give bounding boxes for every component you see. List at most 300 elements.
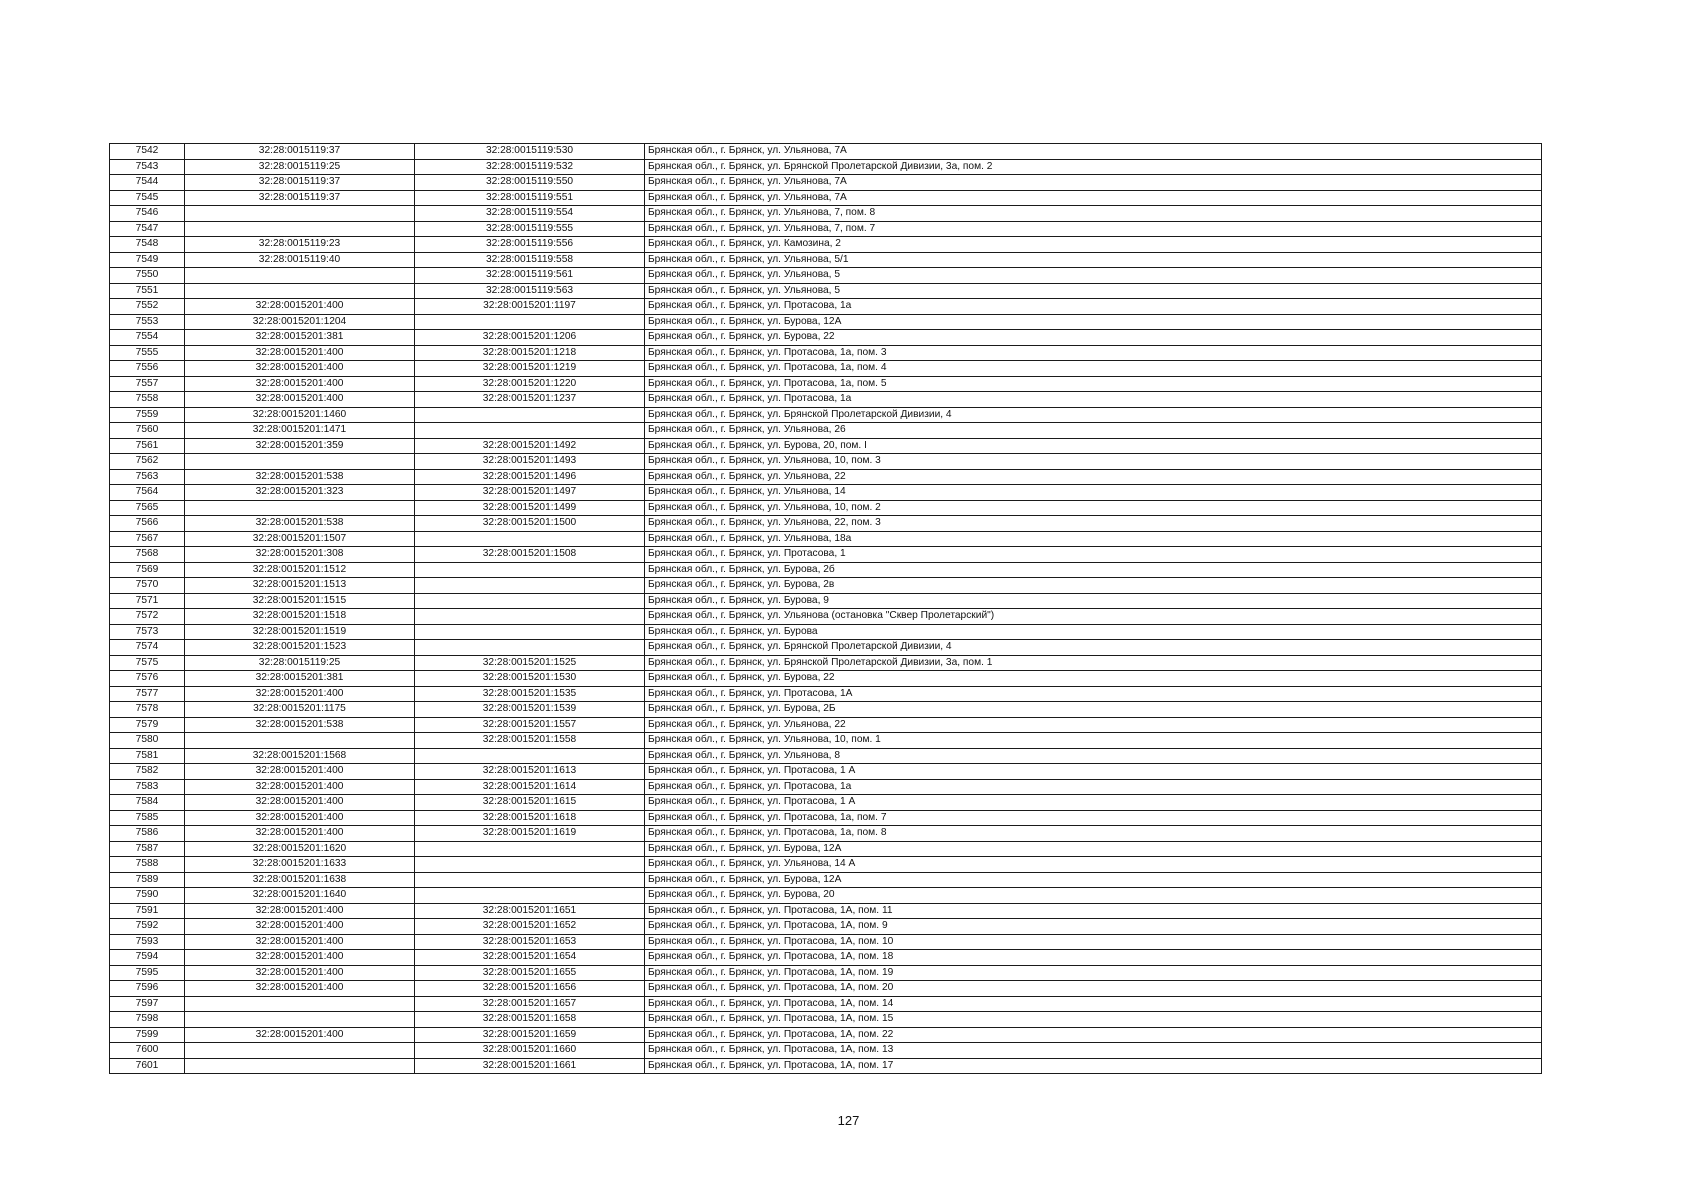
- address-cell: Брянская обл., г. Брянск, ул. Ульянова, 5: [645, 268, 1542, 284]
- registry-table-body: [110, 144, 1542, 1074]
- table-row: [110, 268, 1542, 284]
- object-cadastral-number-cell: 32:28:0015201:1492: [415, 438, 645, 454]
- object-cadastral-number-cell: [415, 748, 645, 764]
- object-cadastral-number-cell: [415, 640, 645, 656]
- table-row: [110, 159, 1542, 175]
- object-cadastral-number-cell: 32:28:0015119:556: [415, 237, 645, 253]
- table-row: [110, 1027, 1542, 1043]
- object-cadastral-number-cell: 32:28:0015201:1652: [415, 919, 645, 935]
- row-number-cell: 7552: [110, 299, 185, 315]
- row-number-cell: 7558: [110, 392, 185, 408]
- address-cell: Брянская обл., г. Брянск, ул. Протасова, 1А, пом. 18: [645, 950, 1542, 966]
- parcel-cadastral-number-cell: 32:28:0015201:381: [185, 671, 415, 687]
- address-cell: Брянская обл., г. Брянск, ул. Бурова, 9: [645, 593, 1542, 609]
- table-row: [110, 314, 1542, 330]
- parcel-cadastral-number-cell: 32:28:0015119:37: [185, 175, 415, 191]
- table-row: [110, 748, 1542, 764]
- table-row: [110, 144, 1542, 160]
- table-row: [110, 857, 1542, 873]
- parcel-cadastral-number-cell: 32:28:0015201:1175: [185, 702, 415, 718]
- object-cadastral-number-cell: [415, 562, 645, 578]
- object-cadastral-number-cell: 32:28:0015201:1206: [415, 330, 645, 346]
- parcel-cadastral-number-cell: 32:28:0015201:400: [185, 1027, 415, 1043]
- row-number-cell: 7599: [110, 1027, 185, 1043]
- parcel-cadastral-number-cell: 32:28:0015201:359: [185, 438, 415, 454]
- object-cadastral-number-cell: [415, 857, 645, 873]
- object-cadastral-number-cell: 32:28:0015201:1539: [415, 702, 645, 718]
- object-cadastral-number-cell: 32:28:0015201:1508: [415, 547, 645, 563]
- object-cadastral-number-cell: 32:28:0015201:1237: [415, 392, 645, 408]
- parcel-cadastral-number-cell: 32:28:0015201:538: [185, 717, 415, 733]
- parcel-cadastral-number-cell: 32:28:0015119:37: [185, 144, 415, 160]
- object-cadastral-number-cell: 32:28:0015201:1197: [415, 299, 645, 315]
- table-row: [110, 779, 1542, 795]
- object-cadastral-number-cell: [415, 872, 645, 888]
- row-number-cell: 7594: [110, 950, 185, 966]
- address-cell: Брянская обл., г. Брянск, ул. Ульянова, 22: [645, 717, 1542, 733]
- table-row: [110, 330, 1542, 346]
- object-cadastral-number-cell: 32:28:0015201:1661: [415, 1058, 645, 1074]
- row-number-cell: 7546: [110, 206, 185, 222]
- row-number-cell: 7548: [110, 237, 185, 253]
- parcel-cadastral-number-cell: [185, 283, 415, 299]
- parcel-cadastral-number-cell: 32:28:0015201:1460: [185, 407, 415, 423]
- table-row: [110, 252, 1542, 268]
- table-row: [110, 237, 1542, 253]
- address-cell: Брянская обл., г. Брянск, ул. Ульянова, 14: [645, 485, 1542, 501]
- object-cadastral-number-cell: [415, 624, 645, 640]
- address-cell: Брянская обл., г. Брянск, ул. Протасова, 1 А: [645, 764, 1542, 780]
- row-number-cell: 7567: [110, 531, 185, 547]
- address-cell: Брянская обл., г. Брянск, ул. Ульянова, 5: [645, 283, 1542, 299]
- row-number-cell: 7576: [110, 671, 185, 687]
- row-number-cell: 7562: [110, 454, 185, 470]
- address-cell: Брянская обл., г. Брянск, ул. Протасова, 1А, пом. 13: [645, 1043, 1542, 1059]
- table-row: [110, 392, 1542, 408]
- address-cell: Брянская обл., г. Брянск, ул. Протасова, 1 А: [645, 795, 1542, 811]
- row-number-cell: 7577: [110, 686, 185, 702]
- table-row: [110, 810, 1542, 826]
- row-number-cell: 7550: [110, 268, 185, 284]
- parcel-cadastral-number-cell: 32:28:0015201:400: [185, 795, 415, 811]
- address-cell: Брянская обл., г. Брянск, ул. Ульянова, 10, пом. 3: [645, 454, 1542, 470]
- table-row: [110, 190, 1542, 206]
- parcel-cadastral-number-cell: 32:28:0015201:1507: [185, 531, 415, 547]
- table-row: [110, 1043, 1542, 1059]
- address-cell: Брянская обл., г. Брянск, ул. Протасова, 1А: [645, 686, 1542, 702]
- parcel-cadastral-number-cell: 32:28:0015201:1471: [185, 423, 415, 439]
- row-number-cell: 7580: [110, 733, 185, 749]
- address-cell: Брянская обл., г. Брянск, ул. Протасова, 1А, пом. 20: [645, 981, 1542, 997]
- parcel-cadastral-number-cell: 32:28:0015201:400: [185, 934, 415, 950]
- parcel-cadastral-number-cell: 32:28:0015119:25: [185, 655, 415, 671]
- row-number-cell: 7570: [110, 578, 185, 594]
- object-cadastral-number-cell: 32:28:0015201:1497: [415, 485, 645, 501]
- row-number-cell: 7588: [110, 857, 185, 873]
- table-row: [110, 624, 1542, 640]
- row-number-cell: 7589: [110, 872, 185, 888]
- row-number-cell: 7592: [110, 919, 185, 935]
- object-cadastral-number-cell: 32:28:0015201:1656: [415, 981, 645, 997]
- row-number-cell: 7556: [110, 361, 185, 377]
- address-cell: Брянская обл., г. Брянск, ул. Ульянова, 7, пом. 8: [645, 206, 1542, 222]
- table-row: [110, 407, 1542, 423]
- row-number-cell: 7585: [110, 810, 185, 826]
- table-row: [110, 671, 1542, 687]
- object-cadastral-number-cell: 32:28:0015201:1525: [415, 655, 645, 671]
- row-number-cell: 7554: [110, 330, 185, 346]
- object-cadastral-number-cell: 32:28:0015201:1654: [415, 950, 645, 966]
- address-cell: Брянская обл., г. Брянск, ул. Ульянова, 18а: [645, 531, 1542, 547]
- row-number-cell: 7584: [110, 795, 185, 811]
- address-cell: Брянская обл., г. Брянск, ул. Протасова, 1А, пом. 22: [645, 1027, 1542, 1043]
- parcel-cadastral-number-cell: 32:28:0015119:40: [185, 252, 415, 268]
- object-cadastral-number-cell: [415, 531, 645, 547]
- parcel-cadastral-number-cell: 32:28:0015201:400: [185, 810, 415, 826]
- row-number-cell: 7597: [110, 996, 185, 1012]
- parcel-cadastral-number-cell: [185, 454, 415, 470]
- parcel-cadastral-number-cell: 32:28:0015119:23: [185, 237, 415, 253]
- address-cell: Брянская обл., г. Брянск, ул. Протасова, 1а, пом. 4: [645, 361, 1542, 377]
- parcel-cadastral-number-cell: 32:28:0015201:400: [185, 299, 415, 315]
- object-cadastral-number-cell: 32:28:0015201:1660: [415, 1043, 645, 1059]
- parcel-cadastral-number-cell: [185, 221, 415, 237]
- row-number-cell: 7575: [110, 655, 185, 671]
- row-number-cell: 7586: [110, 826, 185, 842]
- address-cell: Брянская обл., г. Брянск, ул. Бурова, 12А: [645, 314, 1542, 330]
- parcel-cadastral-number-cell: 32:28:0015201:400: [185, 361, 415, 377]
- address-cell: Брянская обл., г. Брянск, ул. Бурова, 20, пом. I: [645, 438, 1542, 454]
- table-row: [110, 438, 1542, 454]
- object-cadastral-number-cell: [415, 314, 645, 330]
- object-cadastral-number-cell: 32:28:0015119:555: [415, 221, 645, 237]
- row-number-cell: 7553: [110, 314, 185, 330]
- parcel-cadastral-number-cell: [185, 733, 415, 749]
- table-row: [110, 299, 1542, 315]
- parcel-cadastral-number-cell: 32:28:0015119:37: [185, 190, 415, 206]
- table-row: [110, 485, 1542, 501]
- registry-table: [109, 143, 1542, 1074]
- row-number-cell: 7591: [110, 903, 185, 919]
- parcel-cadastral-number-cell: [185, 206, 415, 222]
- address-cell: Брянская обл., г. Брянск, ул. Ульянова, 7, пом. 7: [645, 221, 1542, 237]
- row-number-cell: 7587: [110, 841, 185, 857]
- row-number-cell: 7566: [110, 516, 185, 532]
- object-cadastral-number-cell: 32:28:0015201:1615: [415, 795, 645, 811]
- object-cadastral-number-cell: 32:28:0015201:1658: [415, 1012, 645, 1028]
- parcel-cadastral-number-cell: [185, 1012, 415, 1028]
- object-cadastral-number-cell: 32:28:0015119:551: [415, 190, 645, 206]
- parcel-cadastral-number-cell: 32:28:0015201:400: [185, 764, 415, 780]
- row-number-cell: 7549: [110, 252, 185, 268]
- parcel-cadastral-number-cell: 32:28:0015201:1515: [185, 593, 415, 609]
- parcel-cadastral-number-cell: 32:28:0015201:1513: [185, 578, 415, 594]
- object-cadastral-number-cell: 32:28:0015201:1535: [415, 686, 645, 702]
- table-row: [110, 345, 1542, 361]
- address-cell: Брянская обл., г. Брянск, ул. Протасова, 1А, пом. 14: [645, 996, 1542, 1012]
- address-cell: Брянская обл., г. Брянск, ул. Протасова, 1А, пом. 17: [645, 1058, 1542, 1074]
- object-cadastral-number-cell: 32:28:0015201:1500: [415, 516, 645, 532]
- row-number-cell: 7596: [110, 981, 185, 997]
- parcel-cadastral-number-cell: 32:28:0015201:400: [185, 965, 415, 981]
- row-number-cell: 7571: [110, 593, 185, 609]
- table-row: [110, 609, 1542, 625]
- address-cell: Брянская обл., г. Брянск, ул. Протасова, 1а: [645, 392, 1542, 408]
- address-cell: Брянская обл., г. Брянск, ул. Протасова, 1А, пом. 19: [645, 965, 1542, 981]
- address-cell: Брянская обл., г. Брянск, ул. Брянской Пролетарской Дивизии, 4: [645, 640, 1542, 656]
- address-cell: Брянская обл., г. Брянск, ул. Камозина, 2: [645, 237, 1542, 253]
- parcel-cadastral-number-cell: 32:28:0015201:1633: [185, 857, 415, 873]
- table-row: [110, 717, 1542, 733]
- address-cell: Брянская обл., г. Брянск, ул. Протасова, 1: [645, 547, 1542, 563]
- object-cadastral-number-cell: 32:28:0015201:1653: [415, 934, 645, 950]
- object-cadastral-number-cell: 32:28:0015201:1218: [415, 345, 645, 361]
- address-cell: Брянская обл., г. Брянск, ул. Ульянова, 8: [645, 748, 1542, 764]
- table-row: [110, 206, 1542, 222]
- address-cell: Брянская обл., г. Брянск, ул. Протасова, 1а, пом. 3: [645, 345, 1542, 361]
- parcel-cadastral-number-cell: 32:28:0015201:400: [185, 950, 415, 966]
- row-number-cell: 7590: [110, 888, 185, 904]
- table-row: [110, 361, 1542, 377]
- parcel-cadastral-number-cell: 32:28:0015201:1523: [185, 640, 415, 656]
- row-number-cell: 7563: [110, 469, 185, 485]
- address-cell: Брянская обл., г. Брянск, ул. Ульянова, 10, пом. 2: [645, 500, 1542, 516]
- row-number-cell: 7565: [110, 500, 185, 516]
- object-cadastral-number-cell: 32:28:0015119:558: [415, 252, 645, 268]
- table-row: [110, 469, 1542, 485]
- parcel-cadastral-number-cell: 32:28:0015201:400: [185, 686, 415, 702]
- object-cadastral-number-cell: 32:28:0015119:550: [415, 175, 645, 191]
- parcel-cadastral-number-cell: 32:28:0015201:381: [185, 330, 415, 346]
- table-row: [110, 702, 1542, 718]
- address-cell: Брянская обл., г. Брянск, ул. Протасова, 1а, пом. 5: [645, 376, 1542, 392]
- parcel-cadastral-number-cell: 32:28:0015201:1512: [185, 562, 415, 578]
- table-row: [110, 934, 1542, 950]
- table-row: [110, 221, 1542, 237]
- table-row: [110, 950, 1542, 966]
- table-row: [110, 841, 1542, 857]
- address-cell: Брянская обл., г. Брянск, ул. Протасова, 1А, пом. 11: [645, 903, 1542, 919]
- row-number-cell: 7547: [110, 221, 185, 237]
- row-number-cell: 7551: [110, 283, 185, 299]
- parcel-cadastral-number-cell: 32:28:0015201:400: [185, 376, 415, 392]
- row-number-cell: 7544: [110, 175, 185, 191]
- parcel-cadastral-number-cell: 32:28:0015201:400: [185, 392, 415, 408]
- object-cadastral-number-cell: 32:28:0015119:554: [415, 206, 645, 222]
- row-number-cell: 7545: [110, 190, 185, 206]
- row-number-cell: 7579: [110, 717, 185, 733]
- parcel-cadastral-number-cell: 32:28:0015201:400: [185, 919, 415, 935]
- row-number-cell: 7555: [110, 345, 185, 361]
- table-row: [110, 562, 1542, 578]
- address-cell: Брянская обл., г. Брянск, ул. Бурова, 22: [645, 671, 1542, 687]
- address-cell: Брянская обл., г. Брянск, ул. Бурова, 2б: [645, 562, 1542, 578]
- object-cadastral-number-cell: 32:28:0015119:532: [415, 159, 645, 175]
- object-cadastral-number-cell: 32:28:0015201:1557: [415, 717, 645, 733]
- address-cell: Брянская обл., г. Брянск, ул. Протасова, 1а, пом. 8: [645, 826, 1542, 842]
- table-row: [110, 981, 1542, 997]
- object-cadastral-number-cell: 32:28:0015201:1659: [415, 1027, 645, 1043]
- page-number: 127: [837, 1113, 860, 1128]
- parcel-cadastral-number-cell: 32:28:0015201:538: [185, 469, 415, 485]
- parcel-cadastral-number-cell: 32:28:0015201:400: [185, 345, 415, 361]
- parcel-cadastral-number-cell: 32:28:0015201:1640: [185, 888, 415, 904]
- table-row: [110, 795, 1542, 811]
- row-number-cell: 7578: [110, 702, 185, 718]
- table-row: [110, 454, 1542, 470]
- parcel-cadastral-number-cell: [185, 500, 415, 516]
- parcel-cadastral-number-cell: 32:28:0015201:400: [185, 981, 415, 997]
- table-row: [110, 1058, 1542, 1074]
- table-row: [110, 655, 1542, 671]
- object-cadastral-number-cell: 32:28:0015201:1496: [415, 469, 645, 485]
- row-number-cell: 7561: [110, 438, 185, 454]
- object-cadastral-number-cell: 32:28:0015201:1619: [415, 826, 645, 842]
- object-cadastral-number-cell: 32:28:0015201:1655: [415, 965, 645, 981]
- table-row: [110, 175, 1542, 191]
- parcel-cadastral-number-cell: 32:28:0015119:25: [185, 159, 415, 175]
- address-cell: Брянская обл., г. Брянск, ул. Ульянова, 7А: [645, 175, 1542, 191]
- row-number-cell: 7598: [110, 1012, 185, 1028]
- address-cell: Брянская обл., г. Брянск, ул. Ульянова (остановка "Сквер Пролетарский"): [645, 609, 1542, 625]
- parcel-cadastral-number-cell: 32:28:0015201:1620: [185, 841, 415, 857]
- object-cadastral-number-cell: 32:28:0015201:1530: [415, 671, 645, 687]
- address-cell: Брянская обл., г. Брянск, ул. Бурова, 22: [645, 330, 1542, 346]
- table-row: [110, 919, 1542, 935]
- table-row: [110, 376, 1542, 392]
- address-cell: Брянская обл., г. Брянск, ул. Протасова, 1а, пом. 7: [645, 810, 1542, 826]
- table-row: [110, 500, 1542, 516]
- parcel-cadastral-number-cell: 32:28:0015201:1638: [185, 872, 415, 888]
- row-number-cell: 7593: [110, 934, 185, 950]
- object-cadastral-number-cell: [415, 423, 645, 439]
- row-number-cell: 7583: [110, 779, 185, 795]
- row-number-cell: 7559: [110, 407, 185, 423]
- object-cadastral-number-cell: 32:28:0015201:1558: [415, 733, 645, 749]
- object-cadastral-number-cell: [415, 841, 645, 857]
- row-number-cell: 7582: [110, 764, 185, 780]
- address-cell: Брянская обл., г. Брянск, ул. Бурова, 2Б: [645, 702, 1542, 718]
- object-cadastral-number-cell: 32:28:0015201:1493: [415, 454, 645, 470]
- table-row: [110, 531, 1542, 547]
- address-cell: Брянская обл., г. Брянск, ул. Протасова, 1А, пом. 15: [645, 1012, 1542, 1028]
- object-cadastral-number-cell: 32:28:0015201:1614: [415, 779, 645, 795]
- address-cell: Брянская обл., г. Брянск, ул. Брянской Пролетарской Дивизии, 3а, пом. 1: [645, 655, 1542, 671]
- object-cadastral-number-cell: 32:28:0015201:1219: [415, 361, 645, 377]
- address-cell: Брянская обл., г. Брянск, ул. Бурова: [645, 624, 1542, 640]
- table-row: [110, 547, 1542, 563]
- row-number-cell: 7573: [110, 624, 185, 640]
- row-number-cell: 7569: [110, 562, 185, 578]
- row-number-cell: 7564: [110, 485, 185, 501]
- address-cell: Брянская обл., г. Брянск, ул. Ульянова, 22, пом. 3: [645, 516, 1542, 532]
- table-row: [110, 888, 1542, 904]
- object-cadastral-number-cell: [415, 888, 645, 904]
- parcel-cadastral-number-cell: 32:28:0015201:323: [185, 485, 415, 501]
- table-row: [110, 578, 1542, 594]
- address-cell: Брянская обл., г. Брянск, ул. Протасова, 1а: [645, 299, 1542, 315]
- parcel-cadastral-number-cell: 32:28:0015201:400: [185, 779, 415, 795]
- parcel-cadastral-number-cell: 32:28:0015201:308: [185, 547, 415, 563]
- object-cadastral-number-cell: 32:28:0015201:1657: [415, 996, 645, 1012]
- row-number-cell: 7557: [110, 376, 185, 392]
- object-cadastral-number-cell: 32:28:0015201:1499: [415, 500, 645, 516]
- parcel-cadastral-number-cell: 32:28:0015201:1518: [185, 609, 415, 625]
- address-cell: Брянская обл., г. Брянск, ул. Протасова, 1а: [645, 779, 1542, 795]
- table-row: [110, 423, 1542, 439]
- object-cadastral-number-cell: 32:28:0015119:561: [415, 268, 645, 284]
- address-cell: Брянская обл., г. Брянск, ул. Брянской Пролетарской Дивизии, 4: [645, 407, 1542, 423]
- table-row: [110, 996, 1542, 1012]
- parcel-cadastral-number-cell: 32:28:0015201:400: [185, 903, 415, 919]
- parcel-cadastral-number-cell: [185, 996, 415, 1012]
- table-row: [110, 903, 1542, 919]
- row-number-cell: 7600: [110, 1043, 185, 1059]
- table-row: [110, 764, 1542, 780]
- row-number-cell: 7601: [110, 1058, 185, 1074]
- parcel-cadastral-number-cell: [185, 1058, 415, 1074]
- row-number-cell: 7542: [110, 144, 185, 160]
- table-row: [110, 516, 1542, 532]
- parcel-cadastral-number-cell: 32:28:0015201:1204: [185, 314, 415, 330]
- address-cell: Брянская обл., г. Брянск, ул. Бурова, 12А: [645, 841, 1542, 857]
- parcel-cadastral-number-cell: [185, 1043, 415, 1059]
- table-row: [110, 1012, 1542, 1028]
- table-row: [110, 686, 1542, 702]
- row-number-cell: 7574: [110, 640, 185, 656]
- address-cell: Брянская обл., г. Брянск, ул. Протасова, 1А, пом. 9: [645, 919, 1542, 935]
- object-cadastral-number-cell: [415, 609, 645, 625]
- object-cadastral-number-cell: [415, 578, 645, 594]
- row-number-cell: 7581: [110, 748, 185, 764]
- address-cell: Брянская обл., г. Брянск, ул. Ульянова, 22: [645, 469, 1542, 485]
- table-row: [110, 593, 1542, 609]
- table-row: [110, 965, 1542, 981]
- table-row: [110, 826, 1542, 842]
- row-number-cell: 7568: [110, 547, 185, 563]
- table-row: [110, 733, 1542, 749]
- object-cadastral-number-cell: 32:28:0015201:1220: [415, 376, 645, 392]
- object-cadastral-number-cell: 32:28:0015201:1613: [415, 764, 645, 780]
- parcel-cadastral-number-cell: 32:28:0015201:400: [185, 826, 415, 842]
- table-row: [110, 872, 1542, 888]
- object-cadastral-number-cell: [415, 593, 645, 609]
- object-cadastral-number-cell: 32:28:0015119:530: [415, 144, 645, 160]
- table-row: [110, 640, 1542, 656]
- object-cadastral-number-cell: 32:28:0015119:563: [415, 283, 645, 299]
- address-cell: Брянская обл., г. Брянск, ул. Бурова, 12А: [645, 872, 1542, 888]
- row-number-cell: 7560: [110, 423, 185, 439]
- address-cell: Брянская обл., г. Брянск, ул. Ульянова, 7А: [645, 144, 1542, 160]
- address-cell: Брянская обл., г. Брянск, ул. Ульянова, 7А: [645, 190, 1542, 206]
- address-cell: Брянская обл., г. Брянск, ул. Бурова, 20: [645, 888, 1542, 904]
- object-cadastral-number-cell: [415, 407, 645, 423]
- address-cell: Брянская обл., г. Брянск, ул. Брянской Пролетарской Дивизии, 3а, пом. 2: [645, 159, 1542, 175]
- row-number-cell: 7595: [110, 965, 185, 981]
- address-cell: Брянская обл., г. Брянск, ул. Бурова, 2в: [645, 578, 1542, 594]
- address-cell: Брянская обл., г. Брянск, ул. Ульянова, 26: [645, 423, 1542, 439]
- parcel-cadastral-number-cell: 32:28:0015201:1568: [185, 748, 415, 764]
- object-cadastral-number-cell: 32:28:0015201:1618: [415, 810, 645, 826]
- table-row: [110, 283, 1542, 299]
- object-cadastral-number-cell: 32:28:0015201:1651: [415, 903, 645, 919]
- row-number-cell: 7572: [110, 609, 185, 625]
- address-cell: Брянская обл., г. Брянск, ул. Ульянова, 14 А: [645, 857, 1542, 873]
- row-number-cell: 7543: [110, 159, 185, 175]
- parcel-cadastral-number-cell: 32:28:0015201:1519: [185, 624, 415, 640]
- address-cell: Брянская обл., г. Брянск, ул. Ульянова, 5/1: [645, 252, 1542, 268]
- address-cell: Брянская обл., г. Брянск, ул. Ульянова, 10, пом. 1: [645, 733, 1542, 749]
